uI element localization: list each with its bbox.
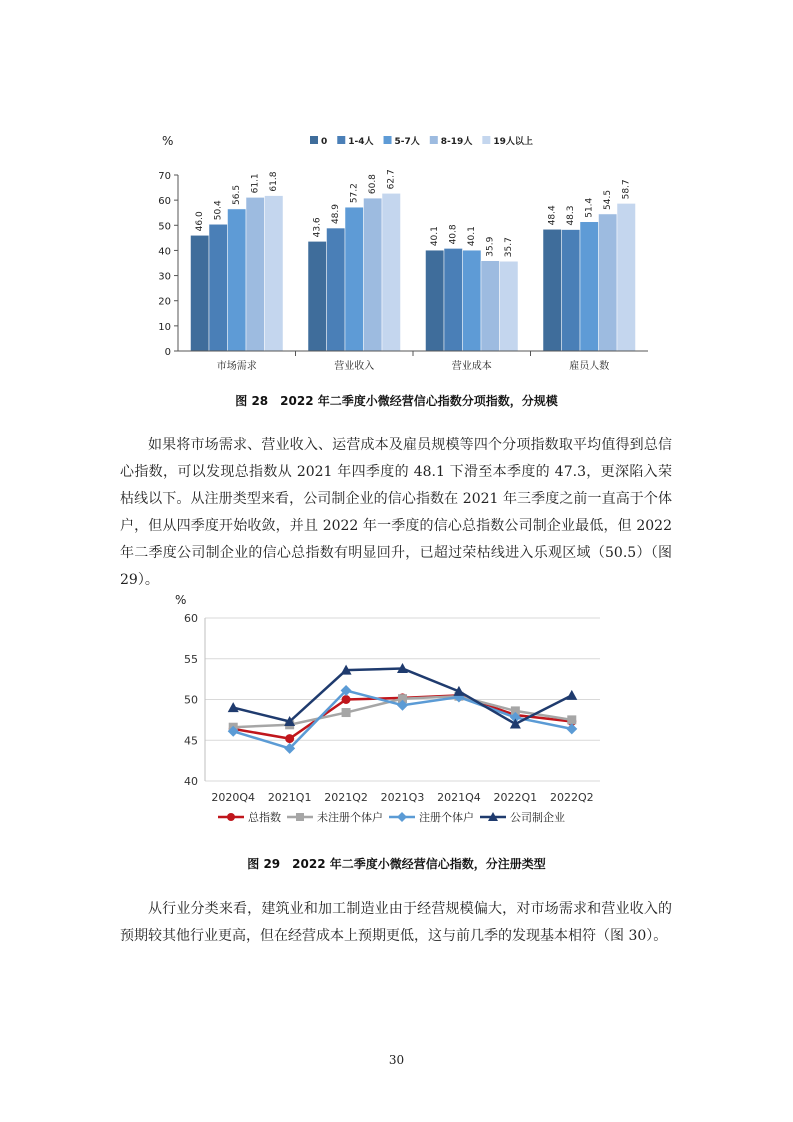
x-tick-label: 2021Q2 [324, 791, 368, 804]
data-point [227, 813, 235, 821]
legend-label: 0 [321, 137, 328, 147]
data-label: 61.1 [250, 173, 261, 194]
data-point [566, 723, 577, 734]
x-tick-label: 2021Q4 [437, 791, 481, 804]
y-tick-label: 50 [184, 693, 198, 707]
figure-28-caption: 图 28 2022 年二季度小微经营信心指数分项指数，分规模 [235, 394, 558, 408]
bar [463, 250, 482, 351]
paragraph-text: 从行业分类来看，建筑业和加工制造业由于经营规模偏大，对市场需求和营业收入的预期较其他行业更高，但在经营成本上预期更低，这与前几季的发现基本相符（图 30）。 [120, 901, 672, 944]
x-tick-label: 2021Q3 [380, 791, 425, 804]
data-label: 43.6 [312, 217, 323, 238]
x-tick-label: 2022Q2 [549, 791, 594, 804]
data-label: 60.8 [368, 174, 379, 195]
bar [617, 203, 636, 351]
x-tick-label: 市场需求 [216, 361, 257, 372]
bar [228, 209, 247, 351]
legend-label: 注册个体户 [419, 811, 474, 824]
y-tick-label: 40 [158, 246, 171, 258]
body-paragraph-1 [120, 432, 672, 594]
x-tick-label: 营业收入 [334, 361, 375, 372]
legend-label: 公司制企业 [510, 811, 565, 824]
data-label: 48.4 [547, 205, 558, 226]
data-label: 54.5 [603, 189, 614, 210]
y-tick-label: 70 [158, 171, 171, 182]
bar [426, 250, 445, 351]
legend-label: 未注册个体户 [317, 811, 383, 824]
legend-swatch [482, 136, 490, 144]
y-tick-label: 40 [184, 775, 198, 788]
data-label: 40.1 [467, 226, 478, 247]
body-paragraph-2 [120, 896, 672, 950]
data-point [567, 715, 576, 724]
data-label: 57.2 [349, 183, 360, 204]
legend-label: 5-7人 [394, 137, 420, 147]
series-group [229, 692, 577, 732]
data-point [510, 718, 521, 728]
chart-legend [218, 810, 565, 824]
y-tick-label: 50 [158, 221, 171, 233]
data-label: 61.8 [269, 171, 280, 192]
y-tick-label: 45 [184, 734, 198, 748]
chart-legend [310, 135, 533, 147]
legend-swatch [310, 136, 318, 144]
bar [308, 241, 327, 351]
data-point [228, 702, 239, 712]
bar [191, 235, 210, 351]
data-point [296, 813, 304, 821]
data-point [566, 690, 577, 700]
y-tick-label: 0 [164, 347, 171, 358]
data-label: 48.9 [331, 204, 342, 225]
y-tick-label: 60 [158, 196, 171, 208]
x-tick-label: 营业成本 [451, 361, 492, 372]
data-label: 46.0 [195, 211, 206, 232]
legend-label: 总指数 [248, 811, 281, 824]
x-tick-label: 雇员人数 [569, 361, 610, 372]
legend-swatch [337, 136, 345, 144]
y-tick-label: 55 [184, 652, 198, 666]
bar [382, 193, 401, 351]
data-label: 35.9 [485, 236, 496, 257]
y-tick-label: 30 [158, 271, 171, 283]
x-tick-label: 2020Q4 [211, 791, 256, 804]
data-label: 51.4 [584, 197, 595, 218]
bar [345, 207, 364, 351]
data-label: 40.8 [448, 224, 459, 245]
bar [580, 222, 599, 351]
data-label: 62.7 [386, 169, 397, 190]
bar [327, 228, 346, 351]
page-number: 30 [388, 1053, 405, 1067]
bar [364, 198, 383, 351]
bar [481, 261, 500, 351]
data-label: 56.5 [232, 184, 243, 205]
bar [246, 197, 265, 351]
bar [562, 230, 581, 351]
legend-label: 8-19人 [440, 137, 473, 147]
bar [543, 229, 562, 351]
legend-swatch [384, 136, 392, 144]
data-label: 35.7 [504, 237, 515, 258]
y-tick-label: 20 [158, 296, 171, 308]
figure-29-caption: 图 29 2022 年二季度小微经营信心指数，分注册类型 [247, 857, 546, 871]
bar [209, 224, 228, 351]
legend-swatch [430, 136, 438, 144]
bar [265, 196, 284, 351]
bar [599, 214, 618, 351]
data-point [285, 734, 294, 743]
figure-29-line-chart [150, 590, 610, 835]
y-tick-label: 60 [184, 612, 198, 625]
figure-28-bar-chart [150, 125, 650, 380]
bar [444, 248, 463, 351]
data-label: 58.7 [621, 179, 632, 200]
data-label: 50.4 [213, 200, 224, 221]
data-point [342, 708, 351, 717]
legend-label: 19人以上 [493, 137, 533, 147]
y-tick-label: 10 [158, 321, 171, 333]
paragraph-text: 如果将市场需求、营业收入、运营成本及雇员规模等四个分项指数取平均值得到总信心指数，可以发现总指数从 2021 年四季度的 48.1 下滑至本季度的 47.3，更深陷入荣枯线以下。从注册类型来看，公司制企业的信心指数在 2021 年三季度之前一直高于个体户，但从四季度开始收敛，并且 2022 年一季度的信心总指数公司制企业最低，但 2022 年二季度公司制企业的信心总指数有明显回升，已超过荣枯线进入乐观区域（50.5）（图 29）。 [120, 437, 672, 588]
x-tick-label: 2021Q1 [267, 791, 312, 804]
data-point [342, 695, 351, 704]
data-label: 40.1 [430, 226, 441, 247]
y-axis-unit-label: % [175, 593, 187, 607]
legend-label: 1-4人 [348, 137, 374, 147]
bar [500, 261, 519, 351]
data-point [397, 812, 407, 822]
y-axis-unit-label: % [162, 134, 174, 148]
data-label: 48.3 [566, 205, 577, 226]
x-tick-label: 2022Q1 [493, 791, 538, 804]
